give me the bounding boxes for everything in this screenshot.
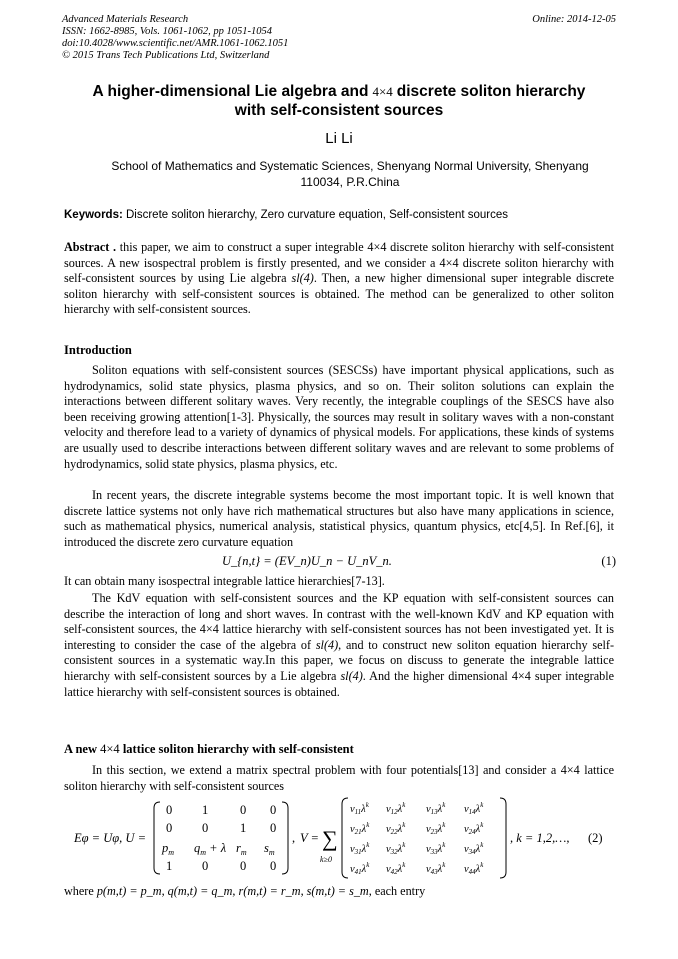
journal-name: Advanced Materials Research: [62, 14, 189, 25]
keywords-text: Discrete soliton hierarchy, Zero curvature equation, Self-consistent sources: [122, 209, 509, 221]
equation-1: U_{n,t} = (EV_n)U_n − U_nV_n.: [222, 554, 392, 568]
svg-text:v24λk: $v24\lambda^k$: [464, 821, 484, 836]
copyright-line: © 2015 Trans Tech Publications Ltd, Switzerland: [62, 50, 270, 61]
svg-text:0: 0: [270, 859, 277, 873]
affiliation: [90, 158, 610, 190]
journal-header: [62, 14, 288, 62]
svg-text:v23λk: $v23\lambda^k$: [426, 821, 446, 836]
svg-text:1: 1: [202, 803, 209, 817]
doi-line: doi:10.4028/www.scientific.net/AMR.1061-1062.1051: [62, 38, 289, 49]
eq2-suffix: , k = 1,2,…,: [510, 831, 570, 845]
svg-text:V =: V =: [300, 831, 319, 845]
svg-text:0: 0: [240, 803, 247, 817]
issn-line: ISSN: 1662-8985, Vols. 1061-1062, pp 1051-1054: [62, 26, 272, 37]
svg-text:0: 0: [240, 859, 247, 873]
svg-text:0: 0: [166, 821, 173, 835]
affiliation-line2: 110034, P.R.China: [300, 175, 400, 189]
eq2-lhs: Eφ = Uφ, U =: [74, 831, 147, 845]
title-dim: 4×4: [372, 84, 393, 99]
svg-text:v43λk: $v43\lambda^k$: [426, 861, 446, 876]
svg-text:0: 0: [270, 821, 277, 835]
svg-text:∑: ∑: [322, 826, 338, 851]
svg-text:1: 1: [240, 821, 247, 835]
abstract: Abstract . this paper, we aim to construct a super integrable 4×4 discrete soliton hierarchy with self-consistent sources. A new isospectral problem is firstly presented, and we consider a 4×4 discrete soliton hierarchy with self-consistent sources by using Lie algebra sl(4). Then, a new higher dimensional super integrable discrete soliton hierarchy with self-consistent sources is obtained. The method can be generalized to other soliton hierarchy with self-consistent sources.: [64, 240, 615, 317]
svg-text:v34λk: $v34\lambda^k$: [464, 841, 484, 856]
title-line2: with self-consistent sources: [234, 102, 444, 119]
svg-text:v12λk: $v12\lambda^k$: [386, 801, 406, 816]
title-part2: discrete soliton hierarchy: [396, 83, 586, 100]
intro-heading: Introduction: [64, 343, 132, 357]
svg-text:v33λk: $v33\lambda^k$: [426, 841, 446, 856]
svg-text:0: 0: [270, 803, 277, 817]
svg-text:v42λk: $v42\lambda^k$: [386, 861, 406, 876]
eq2-label: (2): [588, 831, 603, 845]
intro-paragraph-3: It can obtain many isospectral integrable lattice hierarchies[7-13].: [64, 574, 385, 588]
keywords: [64, 209, 624, 221]
svg-text:v32λk: $v32\lambda^k$: [386, 841, 406, 856]
svg-text:1: 1: [166, 859, 173, 873]
svg-text:0: 0: [166, 803, 173, 817]
svg-text:v41λk: $v41\lambda^k$: [350, 861, 370, 876]
svg-text:qm + λ: $q_m + \lambda$: [194, 841, 227, 857]
intro-paragraph-4: The KdV equation with self-consistent sources and the KP equation with self-consistent sources can describe the interaction of long and short waves. In contrast with the well-known KdV and KP equation with self-consistent sources, the 4×4 lattice hierarchy with self-consistent sources has not been investigated yet. It is interesting to consider the case of the algebra of sl(4), and to construct new soliton equation hierarchy self-consistent sources in a systematic way.In this paper, we focus on discuss to generate the integrable lattice hierarchy with self-consistent sources by a Lie algebra sl(4). And the higher dimensional 4×4 super integrable lattice hierarchy with self-consistent sources is obtained.: [64, 591, 615, 699]
keywords-label: Keywords:: [64, 209, 123, 221]
svg-text:0: 0: [202, 859, 209, 873]
online-date: Online: 2014-12-05: [532, 14, 616, 25]
section2-paragraph-1: In this section, we extend a matrix spectral problem with four potentials[13] and consider a 4×4 lattice soliton hierarchy with self-consistent sources: [64, 763, 615, 793]
svg-text:0: 0: [202, 821, 209, 835]
intro-paragraph-1: Soliton equations with self-consistent sources (SESCSs) have important physical applications, such as hydrodynamics, solid state physics, plasma physics, and so on. Their soliton solutions can explain the interactions between different solitary waves. Very recently, the integrable couplings of the SESCS have also been receiving growing attention[1-3]. Physically, the sources may result in solitary waves with a non-constant velocity and therefore lead to a variety of dynamics of physical models. For applications, these kinds of systems are usually used to describe interactions between different solitary waves and are relevant to some problems of hydrodynamics, solid state physics, plasma physics, etc.: [64, 363, 614, 471]
paper-title: [40, 82, 638, 120]
section2-heading: A new 4×4 lattice soliton hierarchy with self-consistent: [64, 742, 354, 756]
svg-text:rm: $r_m$: [236, 841, 247, 857]
section2-where: where p(m,t) = p_m, q(m,t) = q_m, r(m,t) = r_m, s(m,t) = s_m, each entry: [64, 884, 426, 898]
svg-text:v21λk: $v21\lambda^k$: [350, 821, 370, 836]
svg-text:v13λk: $v13\lambda^k$: [426, 801, 446, 816]
svg-text:v22λk: $v22\lambda^k$: [386, 821, 406, 836]
svg-text:v44λk: $v44\lambda^k$: [464, 861, 484, 876]
author-name: Li Li: [325, 130, 353, 147]
svg-text:v31λk: $v31\lambda^k$: [350, 841, 370, 856]
equation-1-label: (1): [601, 554, 616, 568]
equation-2: [64, 796, 624, 880]
svg-text:pm: $p_m$: [162, 841, 175, 857]
title-part1: A higher-dimensional Lie algebra and: [92, 83, 369, 100]
affiliation-line1: School of Mathematics and Systematic Sciences, Shenyang Normal University, Shenyang: [111, 159, 589, 173]
abstract-label: Abstract .: [64, 240, 117, 254]
intro-paragraph-2: In recent years, the discrete integrable systems become the most important topic. It is well known that discrete lattice systems not only have rich mathematical structures but also have many applications in science, such as mathematical physics, numerical analysis, statistical physics, quantum physics, etc[4,5]. In Ref.[6], it introduced the discrete zero curvature equation: [64, 488, 614, 549]
svg-text:v14λk: $v14\lambda^k$: [464, 801, 484, 816]
svg-text:v11λk: $v11\lambda^k$: [350, 801, 369, 816]
svg-text:sm: $s_m$: [264, 841, 275, 857]
svg-text:,: ,: [292, 831, 296, 845]
svg-text:k≥0: k≥0: [320, 855, 332, 864]
